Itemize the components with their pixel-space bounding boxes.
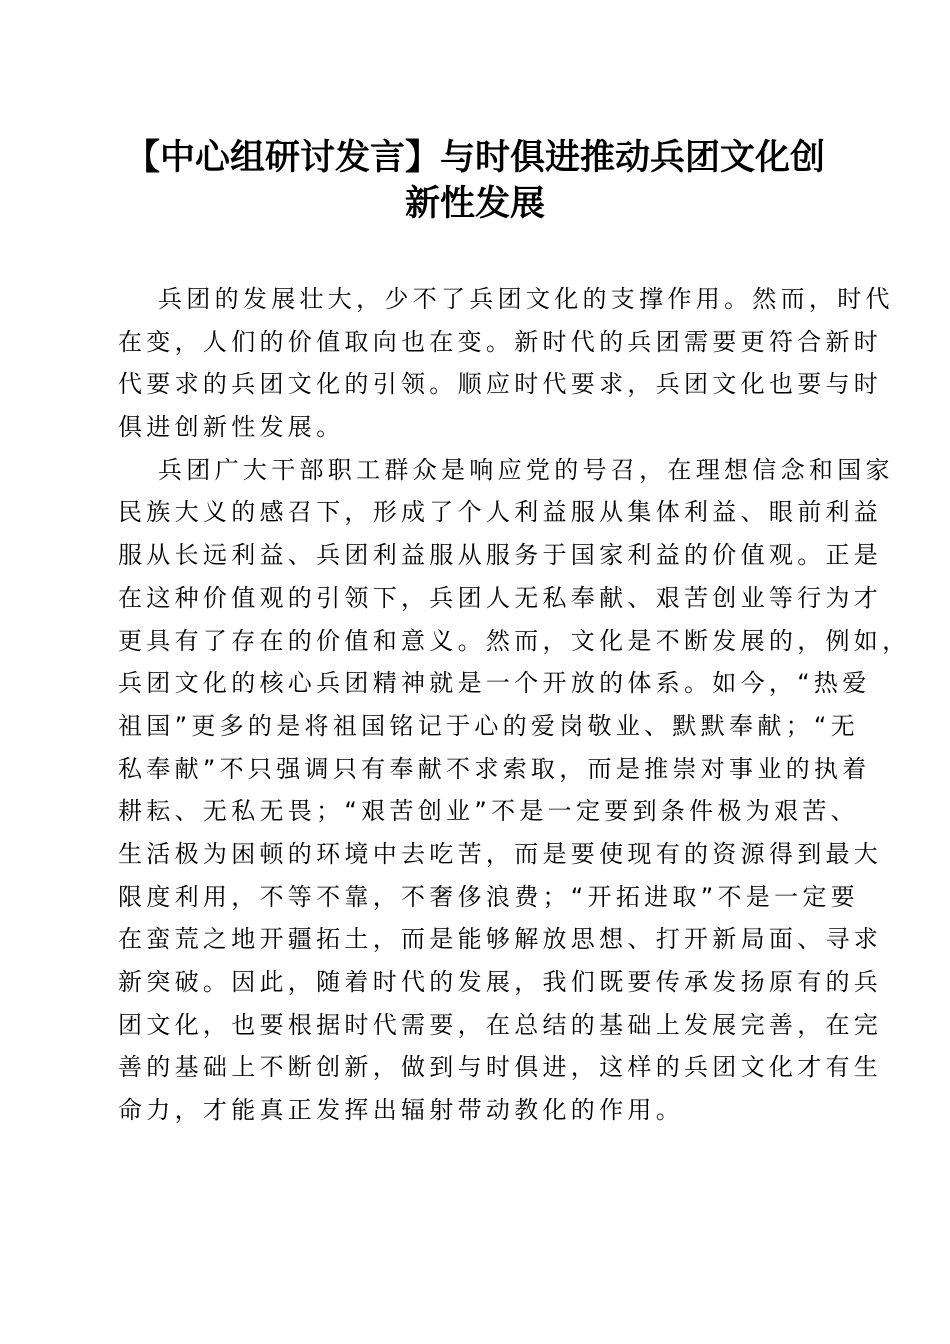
paragraph-2: [118, 449, 911, 1132]
text-line: 在蛮荒之地开疆拓土，而是能够解放思想、打开新局面、寻求: [118, 925, 883, 954]
document-body: [118, 278, 911, 1132]
text-line: 兵团的发展壮大，少不了兵团文化的支撑作用。然而，时代: [158, 285, 894, 313]
text-line: 新突破。因此，随着时代的发展，我们既要传承发扬原有的兵: [118, 968, 883, 996]
text-line: 限度利用，不等不靠，不奢侈浪费；“开拓进取”不是一定要: [118, 882, 859, 911]
document-title: [100, 135, 850, 227]
text-line: 兵团广大干部职工群众是响应党的号召，在理想信念和国家: [158, 455, 894, 484]
text-line: 在这种价值观的引领下，兵团人无私奉献、艰苦创业等行为才: [118, 583, 883, 612]
title-line: 新性发展: [404, 183, 545, 224]
text-line: 民族大义的感召下，形成了个人利益服从集体利益、眼前利益: [118, 498, 883, 527]
text-line: 耕耘、无私无畏；“艰苦创业”不是一定要到条件极为艰苦、: [118, 797, 859, 826]
text-line: 生活极为困顿的环境中去吃苦，而是要使现有的资源得到最大: [118, 839, 883, 868]
paragraph-1: [118, 278, 894, 449]
text-line: 命力，才能真正发挥出辐射带动教化的作用。: [118, 1096, 684, 1125]
text-line: 在变，人们的价值取向也在变。新时代的兵团需要更符合新时: [118, 327, 883, 356]
text-line: 祖国”更多的是将祖国铭记于心的爱岗敬业、默默奉献；“无: [118, 711, 859, 740]
text-line: 团文化，也要根据时代需要，在总结的基础上发展完善，在完: [118, 1010, 883, 1039]
text-line: 俱进创新性发展。: [118, 413, 345, 442]
text-line: 善的基础上不断创新，做到与时俱进，这样的兵团文化才有生: [118, 1053, 883, 1082]
text-line: 代要求的兵团文化的引领。顺应时代要求，兵团文化也要与时: [118, 370, 883, 399]
text-line: 私奉献”不只强调只有奉献不求索取，而是推崇对事业的执着: [118, 754, 871, 783]
text-line: 更具有了存在的价值和意义。然而，文化是不断发展的，例如，: [118, 626, 911, 655]
text-line: 服从长远利益、兵团利益服从服务于国家利益的价值观。正是: [118, 541, 883, 570]
text-line: 兵团文化的核心兵团精神就是一个开放的体系。如今，“热爱: [118, 669, 871, 698]
title-line: 【中心组研讨发言】与时俱进推动兵团文化创: [124, 137, 825, 178]
